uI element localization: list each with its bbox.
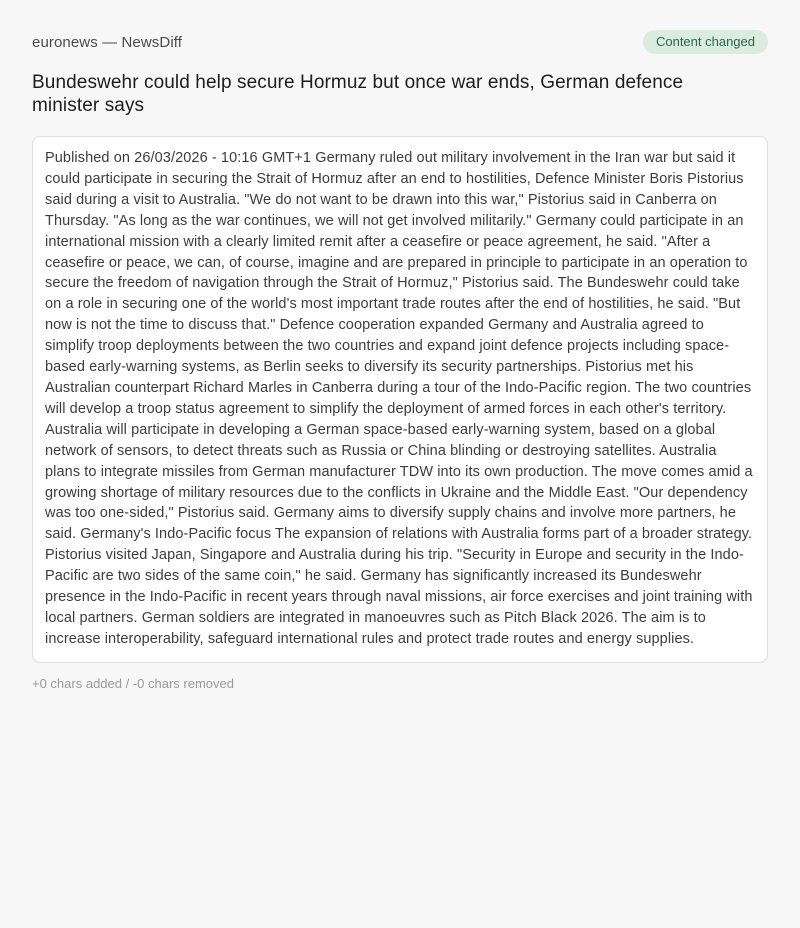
article-body: Published on 26/03/2026 - 10:16 GMT+1 Germany ruled out military involvement in the Iran war but said it could participate in securing the Strait of Hormuz after an end to hostilities, Defence Minister Boris Pistorius said during a visit to Australia. "We do not want to be drawn into this war," Pistorius said in Canberra on Thursday. "As long as the war continues, we will not get involved militarily." Germany could participate in an international mission with a clearly limited remit after a ceasefire or peace agreement, he said. "After a ceasefire or peace, we can, of course, imagine and are prepared in principle to participate in an operation to secure the freedom of navigation through the Strait of Hormuz," Pistorius said. The Bundeswehr could take on a role in securing one of the world's most important trade routes after the end of hostilities, he said. "But now is not the time to discuss that." Defence cooperation expanded Germany and Australia agreed to simplify troop deployments between the two countries and expand joint defence projects including space-based early-warning systems, as Berlin seeks to diversify its security partnerships. Pistorius met his Australian counterpart Richard Marles in Canberra during a tour of the Indo-Pacific region. The two countries will develop a troop status agreement to simplify the deployment of armed forces in each other's territory. Australia will participate in developing a German space-based early-warning system, based on a global network of sensors, to detect threats such as Russia or China blinding or destroying satellites. Australia plans to integrate missiles from German manufacturer TDW into its own production. The move comes amid a growing shortage of military resources due to the conflicts in Ukraine and the Middle East. "Our dependency was too one-sided," Pistorius said. Germany aims to diversify supply chains and involve more partners, he said. Germany's Indo-Pacific focus The expansion of relations with Australia forms part of a broader strategy. Pistorius visited Japan, Singapore and Australia during his trip. "Security in Europe and security in the Indo-Pacific are two sides of the same coin," he said. Germany has significantly increased its Bundeswehr presence in the Indo-Pacific in recent years through naval missions, air force exercises and joint training with local partners. German soldiers are integrated in manoeuvres such as Pitch Black 2026. The aim is to increase interoperability, safeguard international rules and protect trade routes and energy supplies.	[45, 150, 753, 647]
header	[32, 30, 768, 54]
article-title: Bundeswehr could help secure Hormuz but once war ends, German defence minister says	[32, 72, 684, 116]
diff-stats: +0 chars added / -0 chars removed	[32, 675, 234, 691]
status-badge: Content changed	[643, 30, 768, 54]
brand-label: euronews — NewsDiff	[32, 33, 183, 51]
article-card	[32, 136, 768, 663]
